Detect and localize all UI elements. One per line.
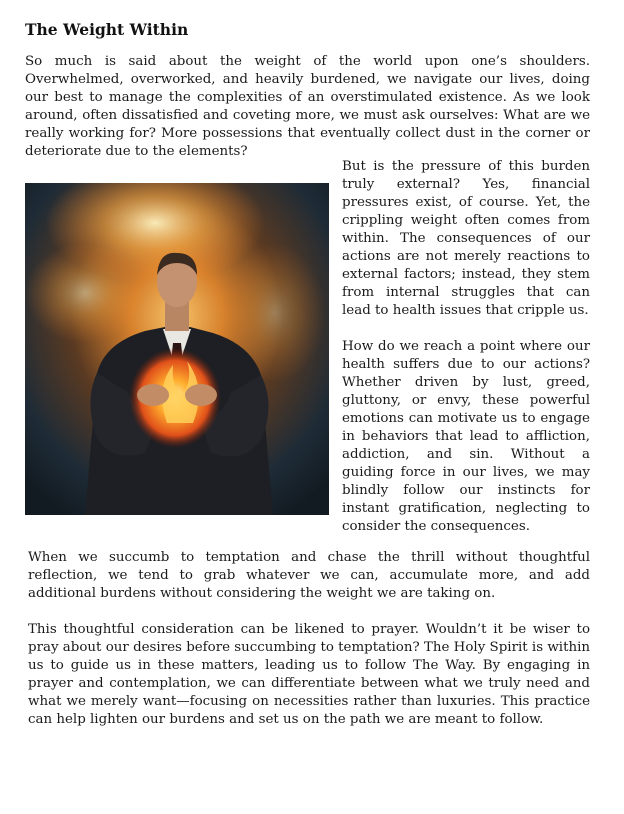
article-title: The Weight Within: [25, 20, 189, 39]
paragraph-intro: So much is said about the weight of the world upon one’s shoulders. Overwhelmed, overworked, and heavily burdened, we navigate our lives, doing our best to manage the complexities of an overstimulated existence. As we look around, often dissatisfied and coveting more, we must ask ourselves: What are we really working for? More possessions that eventually collect dust in the corner or deteriorate due to the elements?: [25, 54, 590, 159]
paragraph-pressure: But is the pressure of this burden truly external? Yes, financial pressures exist, of course. Yet, the crippling weight often comes from within. The consequences of our actions are not merely reactions to external factors; instead, they stem from internal struggles that can lead to health issues that cripple us.: [342, 159, 590, 318]
paragraph-prayer: This thoughtful consideration can be likened to prayer. Wouldn’t it be wiser to pray about our desires before succumbing to temptation? The Holy Spirit is within us to guide us in these matters, leading us to follow The Way. By engaging in prayer and contemplation, we can differentiate between what we truly need and what we merely want—focusing on necessities rather than luxuries. This practice can help lighten our burdens and set us on the path we are meant to follow.: [28, 622, 590, 727]
paragraph-temptation: When we succumb to temptation and chase the thrill without thoughtful reflection, we tend to grab whatever we can, accumulate more, and add additional burdens without considering the weight we are taking on.: [28, 550, 590, 601]
man-with-fiery-heart-illustration: [25, 183, 329, 515]
paragraph-health: How do we reach a point where our health suffers due to our actions? Whether driven by lust, greed, gluttony, or envy, these powerful emotions can motivate us to engage in behaviors that lead to affliction, addiction, and sin. Without a guiding force in our lives, we may blindly follow our instincts for instant gratification, neglecting to consider the consequences.: [342, 339, 590, 534]
